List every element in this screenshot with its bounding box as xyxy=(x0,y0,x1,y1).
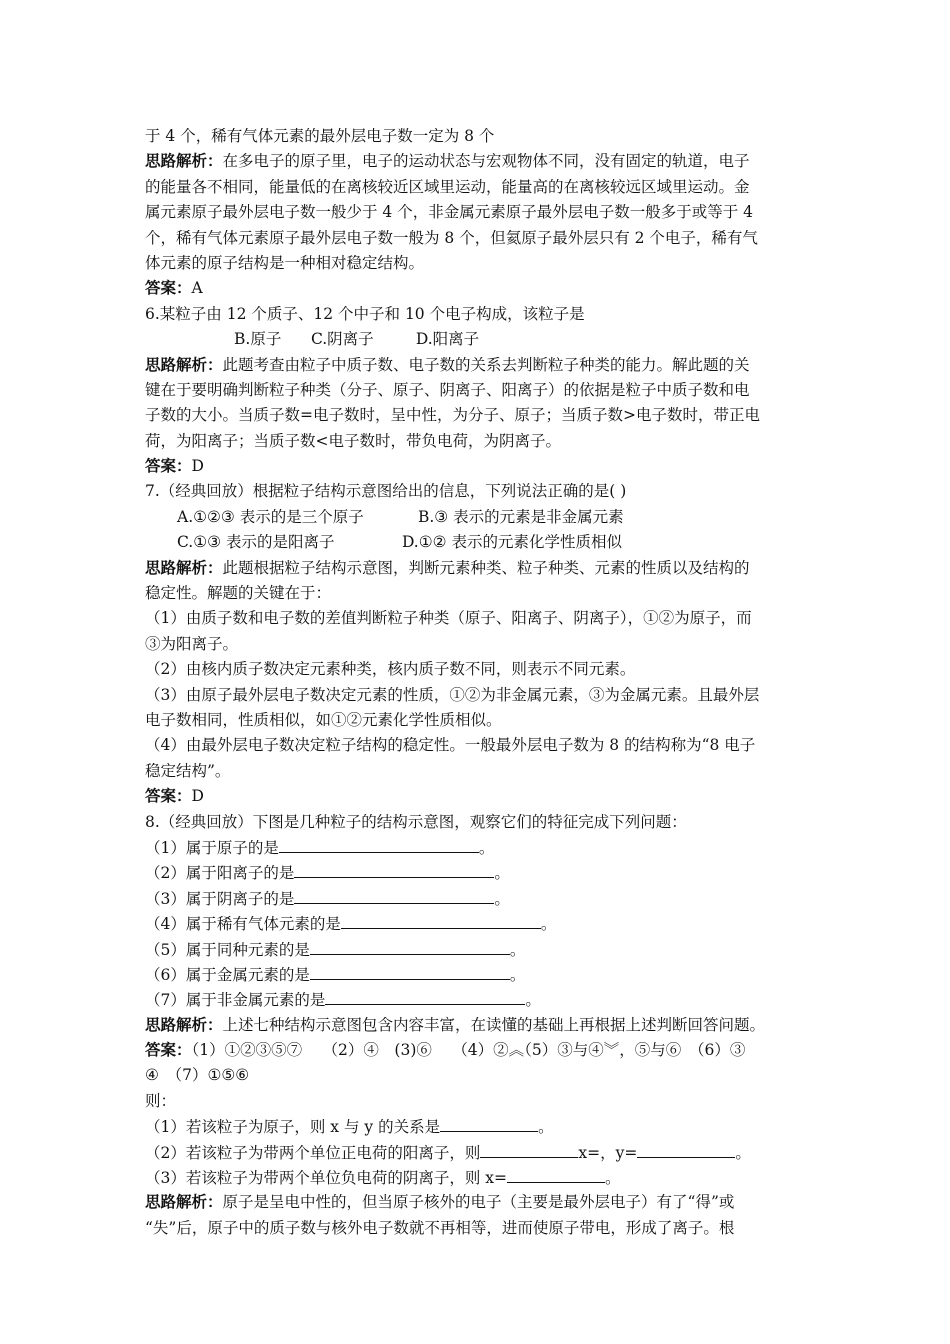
option-b: B.③ 表示的元素是非金属元素 xyxy=(417,507,624,526)
sub-question-2: （2）属于阳离子的是 。 xyxy=(145,860,810,885)
analysis-paragraph: 思路解析：此题考查由粒子中质子数、电子数的关系去判断粒子种类的能力。解此题的关 xyxy=(145,355,750,374)
text-line: 则： xyxy=(145,1091,177,1110)
text-line: 键在于要明确判断粒子种类（分子、原子、阴离子、阳离子）的依据是粒子中质子数和电 xyxy=(145,380,750,399)
sub-question-x-y-3: （3）若该粒子为带两个单位负电荷的阴离子，则 x= 。 xyxy=(145,1165,810,1190)
analysis-paragraph: 思路解析：在多电子的原子里，电子的运动状态与宏观物体不同，没有固定的轨道，电子 xyxy=(145,152,750,171)
text-line: 子数的大小。当质子数=电子数时，呈中性，为分子、原子；当质子数>电子数时，带正电 xyxy=(145,406,760,425)
question-8: 8.（经典回放）下图是几种粒子的结构示意图，观察它们的特征完成下列问题： xyxy=(145,812,687,831)
sub-question-6: （6）属于金属元素的是 。 xyxy=(145,962,810,987)
option-d: D.①② 表示的元素化学性质相似 xyxy=(401,533,622,552)
answer-line: 答案：A xyxy=(145,279,203,298)
answer-blank[interactable] xyxy=(294,860,494,878)
answer-label: 答案： xyxy=(145,457,192,476)
answer-label: 答案： xyxy=(145,787,192,806)
answer-blank[interactable] xyxy=(279,835,479,853)
sub-question-x-y-2: （2）若该粒子为带两个单位正电荷的阳离子，则 x=，y= 。 xyxy=(145,1140,810,1165)
analysis-paragraph: 思路解析：此题根据粒子结构示意图，判断元素种类、粒子种类、元素的性质以及结构的 xyxy=(145,558,750,577)
answer-label: 答案： xyxy=(145,279,192,298)
answer-blank[interactable] xyxy=(507,1165,605,1183)
question-6: 6.某粒子由 12 个质子、12 个中子和 10 个电子构成，该粒子是 xyxy=(145,304,585,323)
question-7-options-cd xyxy=(145,530,810,555)
text-line: （1）由质子数和电子数的差值判断粒子种类（原子、阳离子、阴离子），①②为原子，而 xyxy=(145,609,752,628)
text-line: 于 4 个，稀有气体元素的最外层电子数一定为 8 个 xyxy=(145,127,495,145)
analysis-label: 思路解析： xyxy=(145,355,223,374)
question-6-options xyxy=(145,327,810,352)
text-line: （3）由原子最外层电子数决定元素的性质，①②为非金属元素，③为金属元素。且最外层 xyxy=(145,685,760,704)
sub-question-x-y-1: （1）若该粒子为原子，则 x 与 y 的关系是 。 xyxy=(145,1114,810,1139)
text-line: 稳定性。解题的关键在于： xyxy=(145,584,332,603)
answer-blank[interactable] xyxy=(310,962,510,980)
text-line: 荷，为阳离子；当质子数<电子数时，带负电荷，为阴离子。 xyxy=(145,431,561,450)
text-line: “失”后，原子中的质子数与核外电子数就不再相等，进而使原子带电，形成了离子。根 xyxy=(145,1218,735,1237)
answer-blank[interactable] xyxy=(325,987,525,1005)
option-d: D.阳离子 xyxy=(415,330,480,349)
text-line: ③为阳离子。 xyxy=(145,634,239,653)
analysis-label: 思路解析： xyxy=(145,1015,223,1034)
document-page xyxy=(145,124,810,1241)
question-7: 7.（经典回放）根据粒子结构示意图给出的信息，下列说法正确的是( ) xyxy=(145,482,627,501)
analysis-label: 思路解析： xyxy=(145,152,223,171)
sub-question-7: （7）属于非金属元素的是 。 xyxy=(145,987,810,1012)
answer-blank[interactable] xyxy=(341,911,541,929)
text-line: 稳定结构”。 xyxy=(145,761,231,780)
answer-blank[interactable] xyxy=(440,1114,538,1132)
text-line: 体元素的原子结构是一种相对稳定结构。 xyxy=(145,253,425,272)
sub-question-5: （5）属于同种元素的是 。 xyxy=(145,937,810,962)
text-line: 电子数相同，性质相似，如①②元素化学性质相似。 xyxy=(145,710,502,729)
option-b: B.原子 xyxy=(234,330,282,349)
sub-question-3: （3）属于阴离子的是 。 xyxy=(145,886,810,911)
answer-blank[interactable] xyxy=(294,886,494,904)
answer-line: 答案：D xyxy=(145,787,204,806)
sub-question-1: （1）属于原子的是 。 xyxy=(145,835,810,860)
option-c: C.阴离子 xyxy=(310,330,374,349)
question-7-options-ab xyxy=(145,505,810,530)
analysis-paragraph: 思路解析：原子是呈电中性的，但当原子核外的电子（主要是最外层电子）有了“得”或 xyxy=(145,1193,735,1212)
text-line: 的能量各不相同，能量低的在离核较近区域里运动，能量高的在离核较远区域里运动。金 xyxy=(145,177,750,196)
text-line: 个，稀有气体元素原子最外层电子数一般为 8 个，但氦原子最外层只有 2 个电子，稀有气 xyxy=(145,228,758,247)
option-c: C.①③ 表示的是阳离子 xyxy=(177,533,335,552)
analysis-label: 思路解析： xyxy=(145,1193,223,1212)
text-line: （2）由核内质子数决定元素种类，核内质子数不同，则表示不同元素。 xyxy=(145,660,636,679)
answer-blank[interactable] xyxy=(310,937,510,955)
option-a: A.①②③ 表示的是三个原子 xyxy=(177,507,364,526)
text-line: 属元素原子最外层电子数一般少于 4 个，非金属元素原子最外层电子数一般多于或等于 4 xyxy=(145,203,754,222)
answer-label: 答案： xyxy=(145,1041,192,1060)
answer-blank[interactable] xyxy=(480,1140,578,1158)
text-line: （4）由最外层电子数决定粒子结构的稳定性。一般最外层电子数为 8 的结构称为“8 电子 xyxy=(145,736,756,755)
text-line: ④ （7）①⑤⑥ xyxy=(145,1066,250,1085)
answer-line: 答案：（1）①②③⑤⑦ （2）④ (3)⑥ （4）②︽（5）③与④︾，⑤与⑥ （6）③ xyxy=(145,1041,746,1060)
answer-line: 答案：D xyxy=(145,457,204,476)
analysis-label: 思路解析： xyxy=(145,558,223,577)
answer-blank[interactable] xyxy=(637,1140,735,1158)
analysis-paragraph: 思路解析：上述七种结构示意图包含内容丰富，在读懂的基础上再根据上述判断回答问题。 xyxy=(145,1015,766,1034)
sub-question-4: （4）属于稀有气体元素的是 。 xyxy=(145,911,810,936)
